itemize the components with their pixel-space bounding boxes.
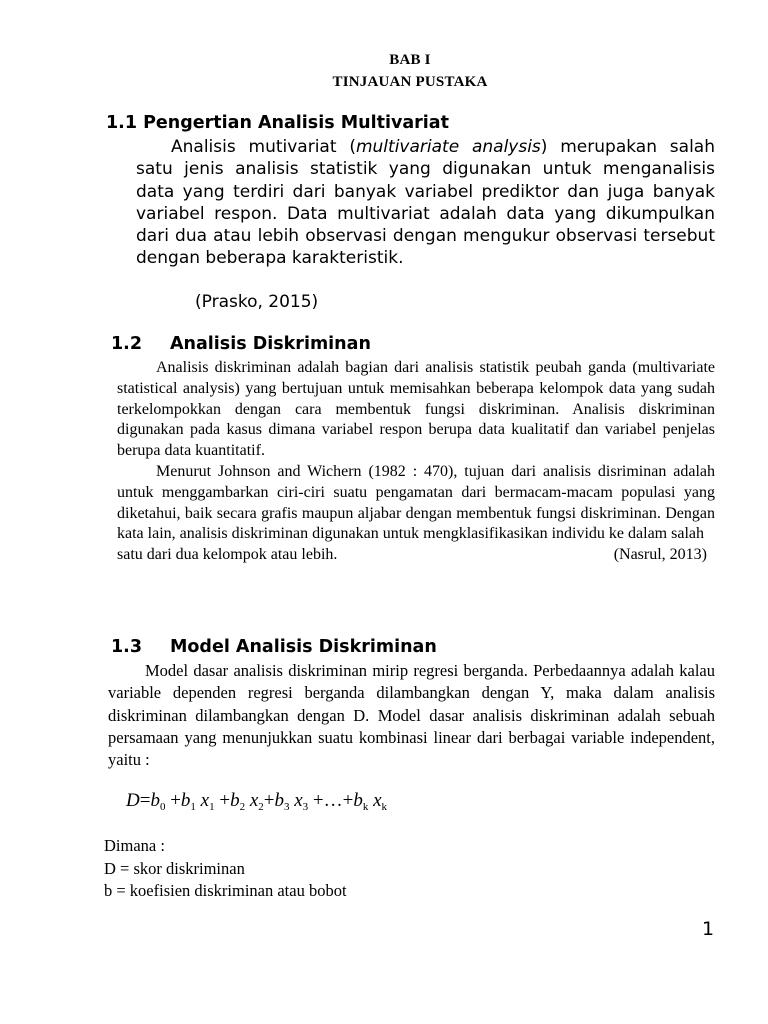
section-1-1-heading: 1.1 Pengertian Analisis Multivariat bbox=[106, 113, 449, 133]
formula-b2: b bbox=[230, 790, 240, 811]
formula-plus: + bbox=[219, 790, 231, 811]
formula-x2: x bbox=[249, 790, 259, 811]
formula-plus: + bbox=[263, 790, 275, 811]
formula-x3: x bbox=[294, 790, 303, 811]
section-1-2-last-text: satu dari dua kelompok atau lebih. bbox=[117, 546, 338, 564]
section-1-2-heading bbox=[111, 334, 371, 354]
formula-bk: b bbox=[353, 790, 363, 811]
definitions-intro: Dimana : bbox=[104, 836, 165, 855]
formula-ellipsis: … bbox=[323, 790, 343, 811]
formula-x1: x bbox=[200, 790, 210, 811]
formula-x1-sub: 1 bbox=[209, 801, 215, 813]
section-1-2-last-line bbox=[117, 545, 715, 566]
formula-b3-sub: 3 bbox=[283, 801, 290, 813]
section-1-2-paragraph-1: Analisis diskriminan adalah bagian dari analisis statistik peubah ganda (multivariate statistical analysis) yang bertujuan untuk memisahkan beberapa kelompok data yang sudah terkelompokkan dengan cara membentuk fungsi diskriminan. Analisis diskriminan digunakan pada kasus dimana variabel respon berupa data kualitatif dan variabel penjelas berupa data kuantitatif. bbox=[117, 359, 715, 460]
section-1-2-title: Analisis Diskriminan bbox=[170, 334, 371, 354]
formula-b0: b bbox=[150, 790, 160, 811]
section-1-2-body bbox=[117, 358, 715, 566]
formula-x3-sub: 3 bbox=[302, 801, 309, 813]
section-1-1-paragraph bbox=[136, 136, 715, 270]
section-1-3-number: 1.3 bbox=[111, 637, 143, 657]
definitions-list bbox=[104, 835, 347, 903]
formula-plus: + bbox=[312, 790, 324, 811]
formula-xk: x bbox=[373, 790, 382, 811]
formula-b0-sub: 0 bbox=[159, 801, 166, 813]
formula-lhs: D bbox=[126, 790, 140, 811]
formula-bk-sub: k bbox=[362, 801, 369, 813]
formula-b1: b bbox=[180, 790, 191, 811]
formula-b1-sub: 1 bbox=[190, 801, 196, 813]
chapter-label: BAB I bbox=[389, 52, 431, 68]
formula-b2-sub: 2 bbox=[239, 801, 246, 813]
section-1-3-body bbox=[108, 660, 715, 771]
section-1-3-paragraph: Model dasar analisis diskriminan mirip regresi berganda. Perbedaannya adalah kalau variable dependen regresi berganda dilambangkan dengan Y, maka dalam analisis diskriminan dilambangkan dengan D. Model dasar analisis diskriminan adalah sebuah persamaan yang menunjukkan suatu kombinasi linear dari berbagai variable independent, yaitu : bbox=[108, 661, 715, 770]
page-number: 1 bbox=[702, 918, 715, 940]
s1-body-pre: Analisis mutivariat ( bbox=[171, 137, 356, 157]
definition-b: b = koefisien diskriminan atau bobot bbox=[104, 881, 347, 900]
section-1-3-title: Model Analisis Diskriminan bbox=[170, 637, 437, 657]
formula-x2-sub: 2 bbox=[258, 801, 264, 813]
section-1-2-number: 1.2 bbox=[111, 334, 143, 354]
s1-body-post: ) merupakan salah satu jenis analisis statistik yang digunakan untuk menganalisis data yang terdiri dari banyak variabel prediktor dan juga banyak variabel respon. Data multivariat adalah data yang dikumpulkan dari dua atau lebih observasi dengan mengukur observasi tersebut dengan beberapa karakteristik. bbox=[136, 137, 715, 269]
section-1-1-body bbox=[136, 136, 715, 270]
section-1-2-citation: (Nasrul, 2013) bbox=[613, 546, 707, 564]
formula-xk-sub: k bbox=[381, 801, 388, 813]
discriminant-formula bbox=[126, 790, 387, 813]
section-1-3-heading bbox=[111, 637, 437, 657]
formula-plus: + bbox=[342, 790, 354, 811]
section-1-2-paragraph-2: Menurut Johnson and Wichern (1982 : 470), tujuan dari analisis disriminan adalah untuk menggambarkan ciri-ciri suatu pengamatan dari bermacam-macam populasi yang diketahui, baik secara grafis maupun aljabar dengan membentuk fungsi diskriminan. Dengan kata lain, analisis diskriminan digunakan untuk mengklasifikasikan individu ke dalam salah bbox=[117, 462, 715, 543]
definition-d: D = skor diskriminan bbox=[104, 858, 245, 878]
s1-body-italic: multivariate analysis bbox=[355, 137, 541, 157]
formula-b3: b bbox=[274, 790, 284, 811]
formula-plus: + bbox=[170, 790, 181, 811]
formula-equals: = bbox=[139, 790, 151, 811]
chapter-title: TINJAUAN PUSTAKA bbox=[332, 74, 488, 90]
section-1-1-citation: (Prasko, 2015) bbox=[195, 292, 319, 312]
